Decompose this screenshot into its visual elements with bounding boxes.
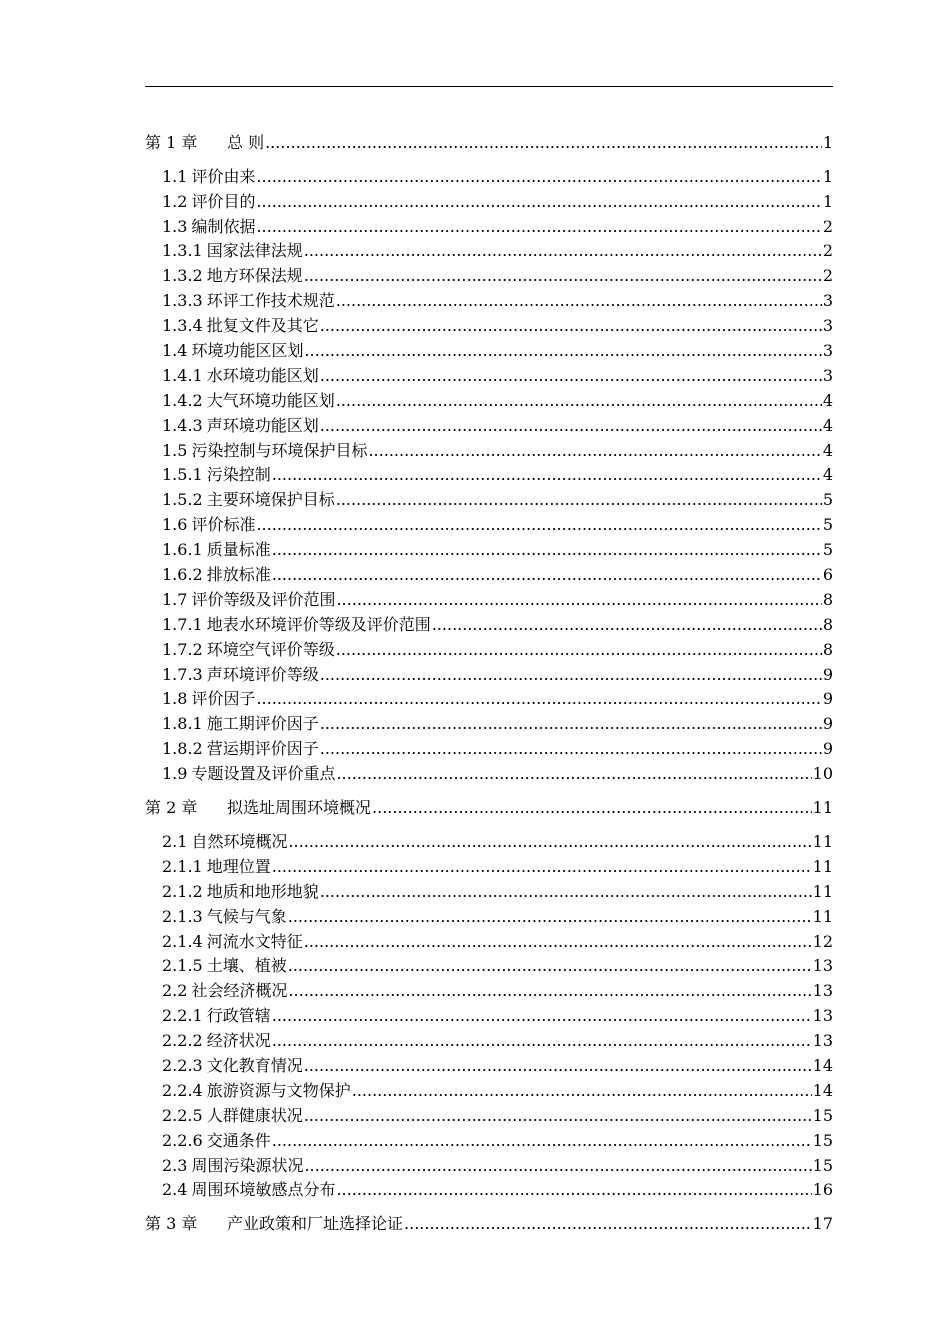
toc-entry-number: 2.1 [162,831,188,851]
toc-entry-number: 2.1.5 [162,956,203,976]
toc-dot-leader [304,932,812,952]
toc-dot-leader [256,217,821,237]
toc-chapter-entry[interactable] [145,128,833,153]
toc-entry-number: 1.7.1 [162,614,203,634]
toc-entry-number: 1.7 [162,589,188,609]
toc-dot-leader [432,615,822,635]
toc-section-entry[interactable] [145,485,833,510]
toc-entry-title: 国家法律法规 [206,241,303,261]
toc-page-number: 13 [812,1006,833,1026]
toc-entry-title: 评价因子 [191,689,256,709]
toc-entry-number: 1.7.2 [162,639,203,659]
toc-page-number: 8 [822,639,833,659]
toc-section-entry[interactable] [145,560,833,585]
toc-entry-number: 2.4 [162,1180,188,1200]
toc-page-number: 9 [822,689,833,709]
toc-dot-leader [288,907,812,927]
toc-section-entry[interactable] [145,635,833,660]
toc-entry-title: 地质和地形地貌 [206,881,319,901]
toc-entry-number: 1.6.1 [162,540,203,560]
toc-section-entry[interactable] [145,1126,833,1151]
toc-dot-leader [272,465,822,485]
toc-dot-leader [320,882,812,902]
toc-entry-number: 1.2 [162,191,188,211]
toc-section-entry[interactable] [145,286,833,311]
toc-entry-number: 1.6 [162,515,188,535]
toc-entry-title: 地表水环境评价等级及评价范围 [206,614,431,634]
toc-entry-title: 评价目的 [191,191,256,211]
toc-entry-number: 2.2.2 [162,1031,203,1051]
toc-entry-title: 交通条件 [206,1130,271,1150]
toc-entry-title: 气候与气象 [206,906,287,926]
toc-entry-number: 1.5.1 [162,465,203,485]
toc-entry-number: 2.1.4 [162,931,203,951]
toc-page-number: 1 [822,132,833,152]
toc-page-number: 8 [822,614,833,634]
toc-page-number: 2 [822,216,833,236]
toc-section-entry[interactable] [145,261,833,286]
toc-page-number: 13 [812,1031,833,1051]
toc-section-entry[interactable] [145,361,833,386]
toc-page-number: 9 [822,664,833,684]
toc-dot-leader [336,590,821,610]
toc-entry-number: 1.4.3 [162,415,203,435]
table-of-contents [145,128,833,1243]
toc-entry-title: 施工期评价因子 [206,714,319,734]
toc-section-entry[interactable] [145,510,833,535]
toc-page-number: 5 [822,515,833,535]
toc-dot-leader [336,291,822,311]
toc-dot-leader [336,391,822,411]
toc-dot-leader [320,714,822,734]
toc-entry-number: 1.4.1 [162,365,203,385]
toc-dot-leader [304,341,821,361]
toc-section-entry[interactable] [145,852,833,877]
toc-entry-number: 1.3 [162,216,188,236]
toc-dot-leader [272,1131,812,1151]
toc-dot-leader [372,798,812,818]
toc-entry-number: 2.2.4 [162,1080,203,1100]
toc-section-entry[interactable] [145,461,833,486]
toc-dot-leader [304,1106,812,1126]
toc-entry-number: 1.5 [162,440,188,460]
toc-section-entry[interactable] [145,1151,833,1176]
toc-dot-leader [320,739,822,759]
toc-entry-title: 地理位置 [206,856,271,876]
toc-section-entry[interactable] [145,1051,833,1076]
toc-section-entry[interactable] [145,436,833,461]
toc-page-number: 4 [822,390,833,410]
toc-page-number: 5 [822,490,833,510]
toc-entry-title: 主要环境保护目标 [206,490,335,510]
toc-entry-title: 人群健康状况 [206,1105,303,1125]
toc-entry-number: 2.2.1 [162,1006,203,1026]
toc-dot-leader [336,640,822,660]
toc-page-number: 9 [822,714,833,734]
toc-section-entry[interactable] [145,386,833,411]
toc-page-number: 3 [822,365,833,385]
toc-entry-title: 质量标准 [206,540,271,560]
toc-entry-title: 评价标准 [191,515,256,535]
toc-entry-number: 第 3 章 [145,1214,198,1234]
toc-chapter-entry[interactable] [145,793,833,818]
toc-dot-leader [288,956,812,976]
toc-section-entry[interactable] [145,952,833,977]
toc-dot-leader [304,266,822,286]
toc-dot-leader [404,1214,812,1234]
toc-entry-number: 1.4 [162,341,188,361]
toc-dot-leader [304,1056,812,1076]
toc-entry-title: 专题设置及评价重点 [191,764,336,784]
toc-entry-number: 1.7.3 [162,664,203,684]
toc-page-number: 5 [822,540,833,560]
header-rule [145,86,833,87]
toc-dot-leader [256,689,821,709]
toc-page-number: 17 [812,1214,833,1234]
toc-page-number: 4 [822,415,833,435]
toc-section-entry[interactable] [145,660,833,685]
toc-page-number: 8 [822,589,833,609]
toc-entry-number: 1.6.2 [162,565,203,585]
toc-page-number: 12 [812,931,833,951]
toc-entry-title: 排放标准 [206,565,271,585]
toc-section-entry[interactable] [145,187,833,212]
toc-page-number: 15 [812,1130,833,1150]
toc-dot-leader [336,490,822,510]
toc-section-entry[interactable] [145,1026,833,1051]
toc-entry-number: 1.1 [162,166,188,186]
toc-page-number: 11 [812,856,833,876]
toc-entry-title: 大气环境功能区划 [206,390,335,410]
toc-page-number: 15 [812,1155,833,1175]
toc-entry-number: 1.8.2 [162,739,203,759]
toc-page-number: 13 [812,981,833,1001]
toc-dot-leader [320,665,822,685]
toc-page-number: 11 [812,906,833,926]
toc-entry-number: 1.3.2 [162,266,203,286]
toc-section-entry[interactable] [145,535,833,560]
toc-dot-leader [352,1081,812,1101]
toc-entry-title: 声环境评价等级 [206,664,319,684]
toc-entry-number: 1.3.1 [162,241,203,261]
toc-entry-title: 土壤、植被 [206,956,287,976]
toc-chapter-entry[interactable] [145,1209,833,1234]
toc-section-entry[interactable] [145,709,833,734]
toc-entry-title: 环评工作技术规范 [206,291,335,311]
toc-entry-number: 2.1.3 [162,906,203,926]
toc-entry-title: 水环境功能区划 [206,365,319,385]
toc-dot-leader [256,192,821,212]
toc-dot-leader [256,167,821,187]
toc-page-number: 3 [822,291,833,311]
toc-dot-leader [288,832,811,852]
toc-entry-number: 1.3.3 [162,291,203,311]
toc-dot-leader [256,515,821,535]
toc-entry-title: 污染控制 [206,465,271,485]
toc-dot-leader [288,981,811,1001]
toc-entry-title: 声环境功能区划 [206,415,319,435]
toc-dot-leader [320,416,822,436]
toc-page-number: 11 [812,831,833,851]
toc-page-number: 14 [812,1055,833,1075]
toc-page-number: 2 [822,241,833,261]
toc-entry-number: 1.8.1 [162,714,203,734]
toc-dot-leader [320,316,822,336]
toc-entry-number: 1.9 [162,764,188,784]
toc-page-number: 13 [812,956,833,976]
toc-entry-title: 行政管辖 [206,1006,271,1026]
toc-section-entry[interactable] [145,1076,833,1101]
toc-section-entry[interactable] [145,237,833,262]
toc-entry-title: 自然环境概况 [191,831,288,851]
toc-entry-number: 2.1.2 [162,881,203,901]
toc-entry-title: 产业政策和厂址选择论证 [227,1214,404,1234]
toc-entry-title: 社会经济概况 [191,981,288,1001]
toc-entry-number: 2.2.3 [162,1055,203,1075]
toc-page-number: 3 [822,316,833,336]
toc-entry-title: 河流水文特征 [206,931,303,951]
toc-page-number: 16 [812,1180,833,1200]
toc-entry-number: 第 1 章 [145,132,198,152]
toc-section-entry[interactable] [145,610,833,635]
toc-entry-number: 1.5.2 [162,490,203,510]
toc-entry-title: 批复文件及其它 [206,316,319,336]
toc-page-number: 4 [822,465,833,485]
toc-section-entry[interactable] [145,902,833,927]
toc-entry-title: 周围环境敏感点分布 [191,1180,336,1200]
toc-section-entry[interactable] [145,1176,833,1201]
toc-entry-title: 评价由来 [191,166,256,186]
toc-page-number: 4 [822,440,833,460]
toc-entry-title: 文化教育情况 [206,1055,303,1075]
toc-dot-leader [304,241,822,261]
toc-entry-number: 1.8 [162,689,188,709]
toc-section-entry[interactable] [145,685,833,710]
toc-section-entry[interactable] [145,827,833,852]
toc-page-number: 15 [812,1105,833,1125]
toc-section-entry[interactable] [145,927,833,952]
toc-page-number: 2 [822,266,833,286]
toc-entry-title: 污染控制与环境保护目标 [191,440,368,460]
toc-dot-leader [304,1156,811,1176]
toc-section-entry[interactable] [145,759,833,784]
toc-page-number: 14 [812,1080,833,1100]
toc-dot-leader [336,764,811,784]
toc-section-entry[interactable] [145,212,833,237]
toc-dot-leader [368,441,821,461]
toc-dot-leader [336,1180,811,1200]
toc-page-number: 10 [812,764,833,784]
toc-section-entry[interactable] [145,311,833,336]
toc-section-entry[interactable] [145,976,833,1001]
toc-section-entry[interactable] [145,1001,833,1026]
toc-entry-title: 拟选址周围环境概况 [227,798,372,818]
toc-section-entry[interactable] [145,734,833,759]
toc-section-entry[interactable] [145,585,833,610]
toc-page-number: 3 [822,341,833,361]
toc-dot-leader [272,540,822,560]
toc-section-entry[interactable] [145,1101,833,1126]
toc-entry-number: 2.2.6 [162,1130,203,1150]
toc-dot-leader [272,1031,812,1051]
toc-entry-title: 环境功能区区划 [191,341,304,361]
toc-entry-title: 营运期评价因子 [206,739,319,759]
toc-page-number: 1 [822,191,833,211]
toc-section-entry[interactable] [145,336,833,361]
toc-section-entry[interactable] [145,411,833,436]
toc-entry-number: 第 2 章 [145,798,198,818]
toc-entry-title: 旅游资源与文物保护 [206,1080,351,1100]
toc-page-number: 11 [812,881,833,901]
toc-entry-number: 2.2 [162,981,188,1001]
toc-dot-leader [320,366,822,386]
toc-dot-leader [272,1006,812,1026]
toc-entry-title: 编制依据 [191,216,256,236]
toc-entry-title: 总 则 [227,132,265,152]
toc-entry-title: 周围污染源状况 [191,1155,304,1175]
toc-section-entry[interactable] [145,162,833,187]
toc-entry-title: 经济状况 [206,1031,271,1051]
toc-entry-title: 地方环保法规 [206,266,303,286]
toc-page-number: 11 [812,798,833,818]
toc-page-number: 1 [822,166,833,186]
toc-page-number: 6 [822,565,833,585]
toc-entry-number: 2.3 [162,1155,188,1175]
toc-dot-leader [272,857,812,877]
toc-section-entry[interactable] [145,877,833,902]
toc-page-number: 9 [822,739,833,759]
toc-entry-number: 2.1.1 [162,856,203,876]
toc-entry-number: 1.3.4 [162,316,203,336]
toc-dot-leader [272,565,822,585]
toc-entry-title: 评价等级及评价范围 [191,589,336,609]
toc-entry-title: 环境空气评价等级 [206,639,335,659]
toc-entry-number: 1.4.2 [162,390,203,410]
toc-dot-leader [265,133,822,153]
toc-entry-number: 2.2.5 [162,1105,203,1125]
